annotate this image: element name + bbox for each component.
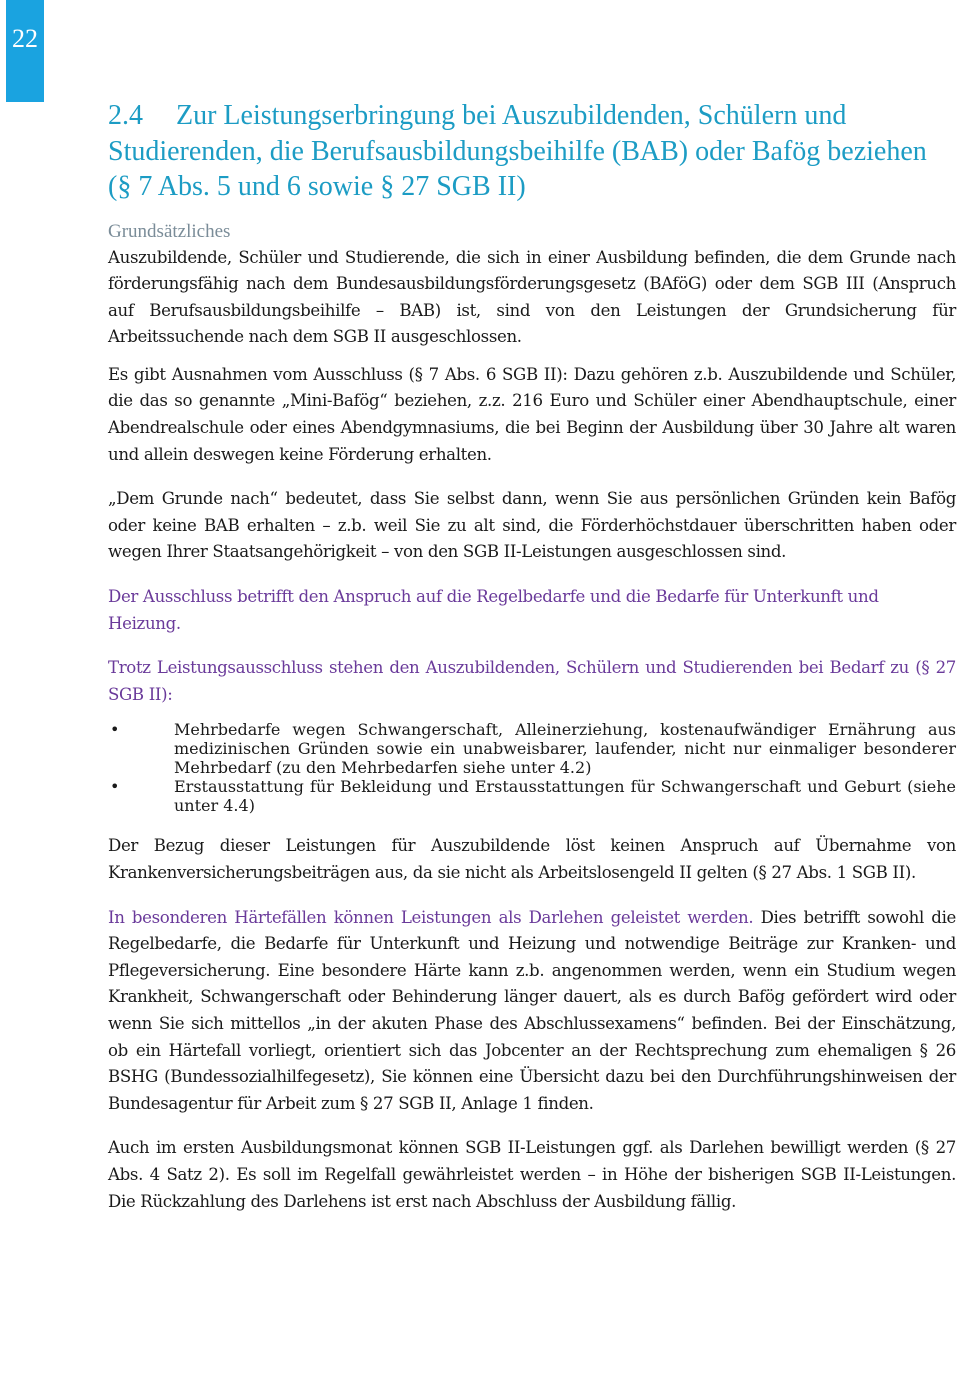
paragraph-scope: Der Ausschluss betrifft den Anspruch auf die Regelbedarfe und die Bedarfe für Unterkunft und Heizung. xyxy=(108,587,879,633)
list-item-text: Erstausstattung für Bekleidung und Erstausstattungen für Schwangerschaft und Geburt (siehe unter 4.4) xyxy=(174,777,956,816)
subheading: Grundsätzliches xyxy=(108,220,231,242)
paragraph-exclusion: Auszubildende, Schüler und Studierende, die sich in einer Ausbildung befinden, die dem Grunde nach förderungsfähig nach dem Bundesausbildungsförderungsgesetz (BAföG) oder dem SGB III (Anspruch auf Berufsausbildungsbeihilfe – BAB) ist, sind von den Leistungen der Grundsicherung für Arbeitssuchende nach dem SGB II ausgeschlossen. xyxy=(108,247,956,347)
paragraph-first-month: Auch im ersten Ausbildungsmonat können SGB II-Leistungen ggf. als Darlehen bewilligt werden (§ 27 Abs. 4 Satz 2). Es soll im Regelfall gewährleistet werden – in Höhe der bisherigen SGB II-Leistungen. Die Rückzahlung des Darlehens ist erst nach Abschluss der Ausbildung fällig. xyxy=(108,1138,956,1211)
paragraph-health-insurance: Der Bezug dieser Leistungen für Auszubildende löst keinen Anspruch auf Übernahme von Krankenversicherungsbeiträgen aus, da sie nicht als Arbeitslosengeld II gelten (§ 27 Abs. 1 SGB II). xyxy=(108,836,956,882)
paragraph-entitlements: Trotz Leistungsausschluss stehen den Auszubildenden, Schülern und Studierenden bei Bedarf zu (§ 27 SGB II): xyxy=(108,658,956,704)
bullet-icon: • xyxy=(110,720,120,740)
list-item-text: Mehrbedarfe wegen Schwangerschaft, Alleinerziehung, kostenaufwändiger Ernährung aus medizinischen Gründen sowie ein unabweisbarer, laufender, nicht nur einmaliger besonderer Mehrbedarf (zu den Mehrbedarfen siehe unter 4.2) xyxy=(174,720,956,778)
paragraph-exceptions: Es gibt Ausnahmen vom Ausschluss (§ 7 Abs. 6 SGB II): Dazu gehören z.b. Auszubildende und Schüler, die das so genannte „Mini-Bafög“ beziehen, z.z. 216 Euro und Schüler einer Abendhauptschule, einer Abendrealschule oder eines Abendgymnasiums, die bei Beginn der Ausbildung über 30 Jahre alt waren und allein deswegen keine Förderung erhalten. xyxy=(108,364,956,464)
hardship-highlight: In besonderen Härtefällen können Leistungen als Darlehen geleistet werden. xyxy=(108,907,754,927)
paragraph-meaning: „Dem Grunde nach“ bedeutet, dass Sie selbst dann, wenn Sie aus persönlichen Gründen kein Bafög oder keine BAB erhalten – z.b. weil Sie zu alt sind, die Förderhöchstdauer überschritten haben oder wegen Ihrer Staatsangehörigkeit – von den SGB II-Leistungen ausgeschlossen sind. xyxy=(108,489,956,562)
entitlement-list xyxy=(108,720,956,815)
list-item xyxy=(108,720,956,777)
hardship-details: Dies betrifft sowohl die Regelbedarfe, die Bedarfe für Unterkunft und Heizung und notwendige Beiträge zur Kranken- und Pflegeversicherung. Eine besondere Härte kann z.b. angenommen werden, wenn ein Studium wegen Krankheit, Schwangerschaft oder Behinderung länger dauert, als es durch Bafög gefördert wird oder wenn Sie sich mittellos „in der akuten Phase des Abschlussexamens“ befinden. Bei der Einschätzung, ob ein Härtefall vorliegt, orientiert sich das Jobcenter an der Rechtsprechung zum ehemaligen § 26 BSHG (Bundessozialhilfegesetz), Sie können eine Übersicht dazu bei den Durchführungshinweisen der Bundesagentur für Arbeit zum § 27 SGB II, Anlage 1 finden. xyxy=(108,907,956,1113)
section-title: Zur Leistungserbringung bei Auszubildenden, Schülern und Studierenden, die Berufsausbildungsbeihilfe (BAB) oder Bafög beziehen (§ 7 Abs. 5 und 6 sowie § 27 SGB II) xyxy=(108,100,927,202)
paragraph-hardship xyxy=(108,905,956,1118)
page-content xyxy=(108,98,956,1215)
list-item xyxy=(108,777,956,815)
page-number-tab xyxy=(6,0,44,102)
bullet-icon: • xyxy=(110,777,120,797)
section-heading xyxy=(108,98,956,205)
section-number: 2.4 xyxy=(108,100,143,131)
page-number: 22 xyxy=(12,24,38,53)
